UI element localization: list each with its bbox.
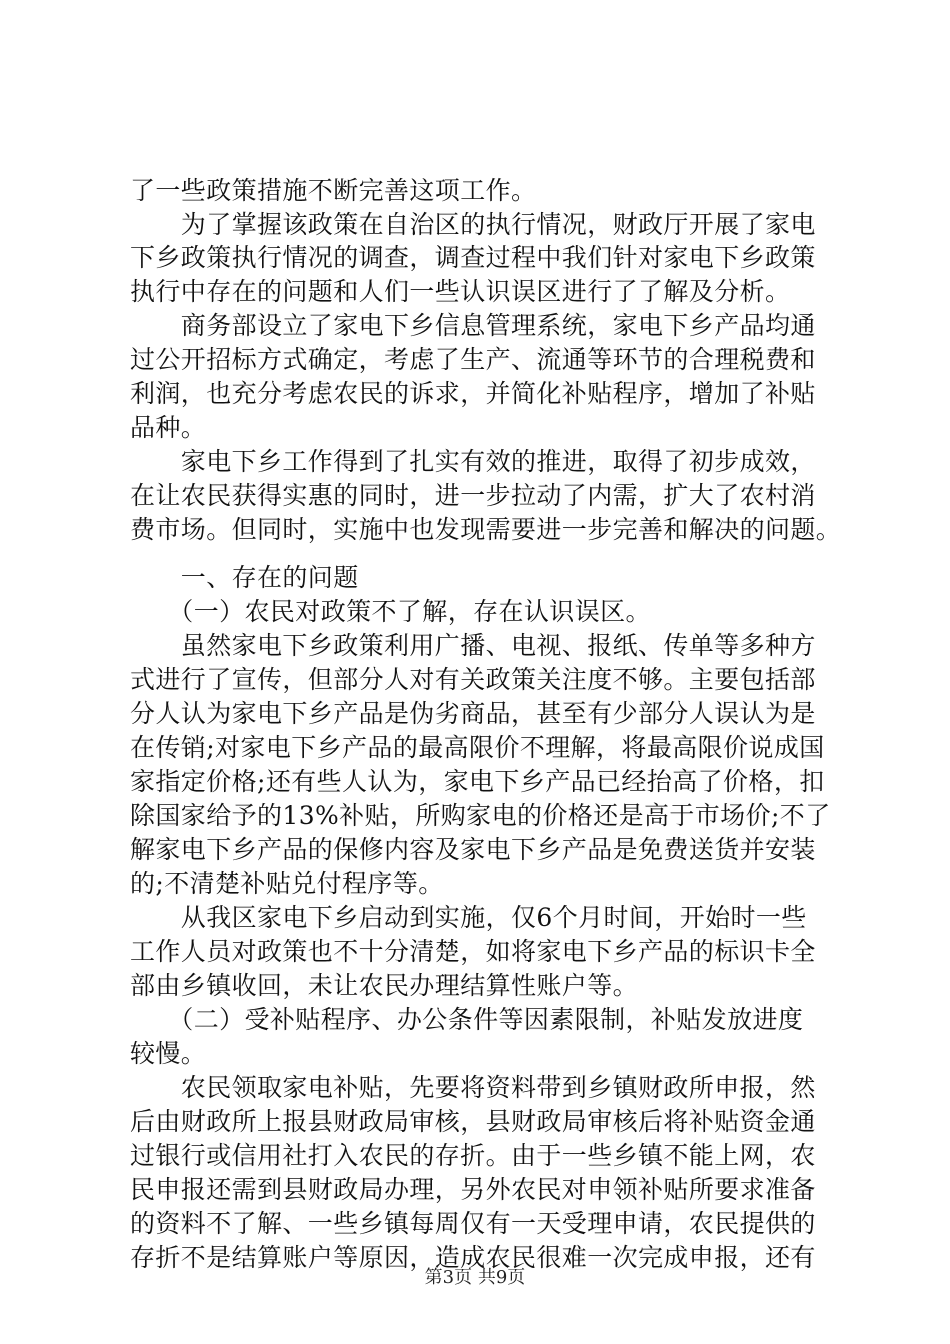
text-line: 式进行了宣传，但部分人对有关政策关注度不够。主要包括部: [130, 665, 816, 694]
text-line: 在传销;对家电下乡产品的最高限价不理解，将最高限价说成国: [130, 733, 825, 762]
text-line: 过公开招标方式确定，考虑了生产、流通等环节的合理税费和: [130, 345, 816, 374]
text-line: 农民领取家电补贴，先要将资料带到乡镇财政所申报，然: [130, 1073, 816, 1102]
text-line: 为了掌握该政策在自治区的执行情况，财政厅开展了家电: [130, 210, 816, 239]
subsection-heading: （二）受补贴程序、办公条件等因素限制，补贴发放进度: [130, 1005, 804, 1034]
text-line: 品种。: [130, 413, 207, 442]
text-line: 执行中存在的问题和人们一些认识误区进行了了解及分析。: [130, 277, 791, 306]
text-line: 工作人员对政策也不十分清楚，如将家电下乡产品的标识卡全: [130, 937, 816, 966]
text-line: 商务部设立了家电下乡信息管理系统，家电下乡产品均通: [130, 311, 816, 340]
text-line: 利润，也充分考虑农民的诉求，并简化补贴程序，增加了补贴: [130, 379, 816, 408]
subsection-heading: （一）农民对政策不了解，存在认识误区。: [130, 597, 651, 626]
text-line: 过银行或信用社打入农民的存折。由于一些乡镇不能上网，农: [130, 1141, 816, 1170]
text-line: 分人认为家电下乡产品是伪劣商品，甚至有少部分人误认为是: [130, 699, 816, 728]
text-line: 存折不是结算账户等原因，造成农民很难一次完成申报，还有: [130, 1243, 816, 1272]
text-line: 从我区家电下乡启动到实施，仅6个月时间，开始时一些: [130, 903, 807, 932]
text-line: 民申报还需到县财政局办理，另外农民对申领补贴所要求准备: [130, 1175, 816, 1204]
text-line: 较慢。: [130, 1039, 207, 1068]
text-line: 的资料不了解、一些乡镇每周仅有一天受理申请，农民提供的: [130, 1209, 816, 1238]
text-line: 家指定价格;还有些人认为，家电下乡产品已经抬高了价格，扣: [130, 767, 825, 796]
section-heading: 一、存在的问题: [130, 563, 359, 592]
text-line: 除国家给予的13%补贴，所购家电的价格还是高于市场价;不了: [130, 801, 831, 830]
text-line: 在让农民获得实惠的同时，进一步拉动了内需，扩大了农村消: [130, 481, 816, 510]
text-line: 家电下乡工作得到了扎实有效的推进，取得了初步成效，: [130, 447, 816, 476]
text-line: 下乡政策执行情况的调查，调查过程中我们针对家电下乡政策: [130, 243, 816, 272]
text-line: 解家电下乡产品的保修内容及家电下乡产品是免费送货并安装: [130, 835, 816, 864]
text-line: 的;不清楚补贴兑付程序等。: [130, 869, 444, 898]
page-number-footer: 第3页 共9页: [424, 1267, 526, 1288]
text-line: 后由财政所上报县财政局审核，县财政局审核后将补贴资金通: [130, 1107, 816, 1136]
text-line: 了一些政策措施不断完善这项工作。: [130, 176, 537, 205]
text-line: 费市场。但同时，实施中也发现需要进一步完善和解决的问题。: [130, 515, 842, 544]
text-line: 部由乡镇收回，未让农民办理结算性账户等。: [130, 971, 639, 1000]
text-line: 虽然家电下乡政策利用广播、电视、报纸、传单等多种方: [130, 631, 816, 660]
